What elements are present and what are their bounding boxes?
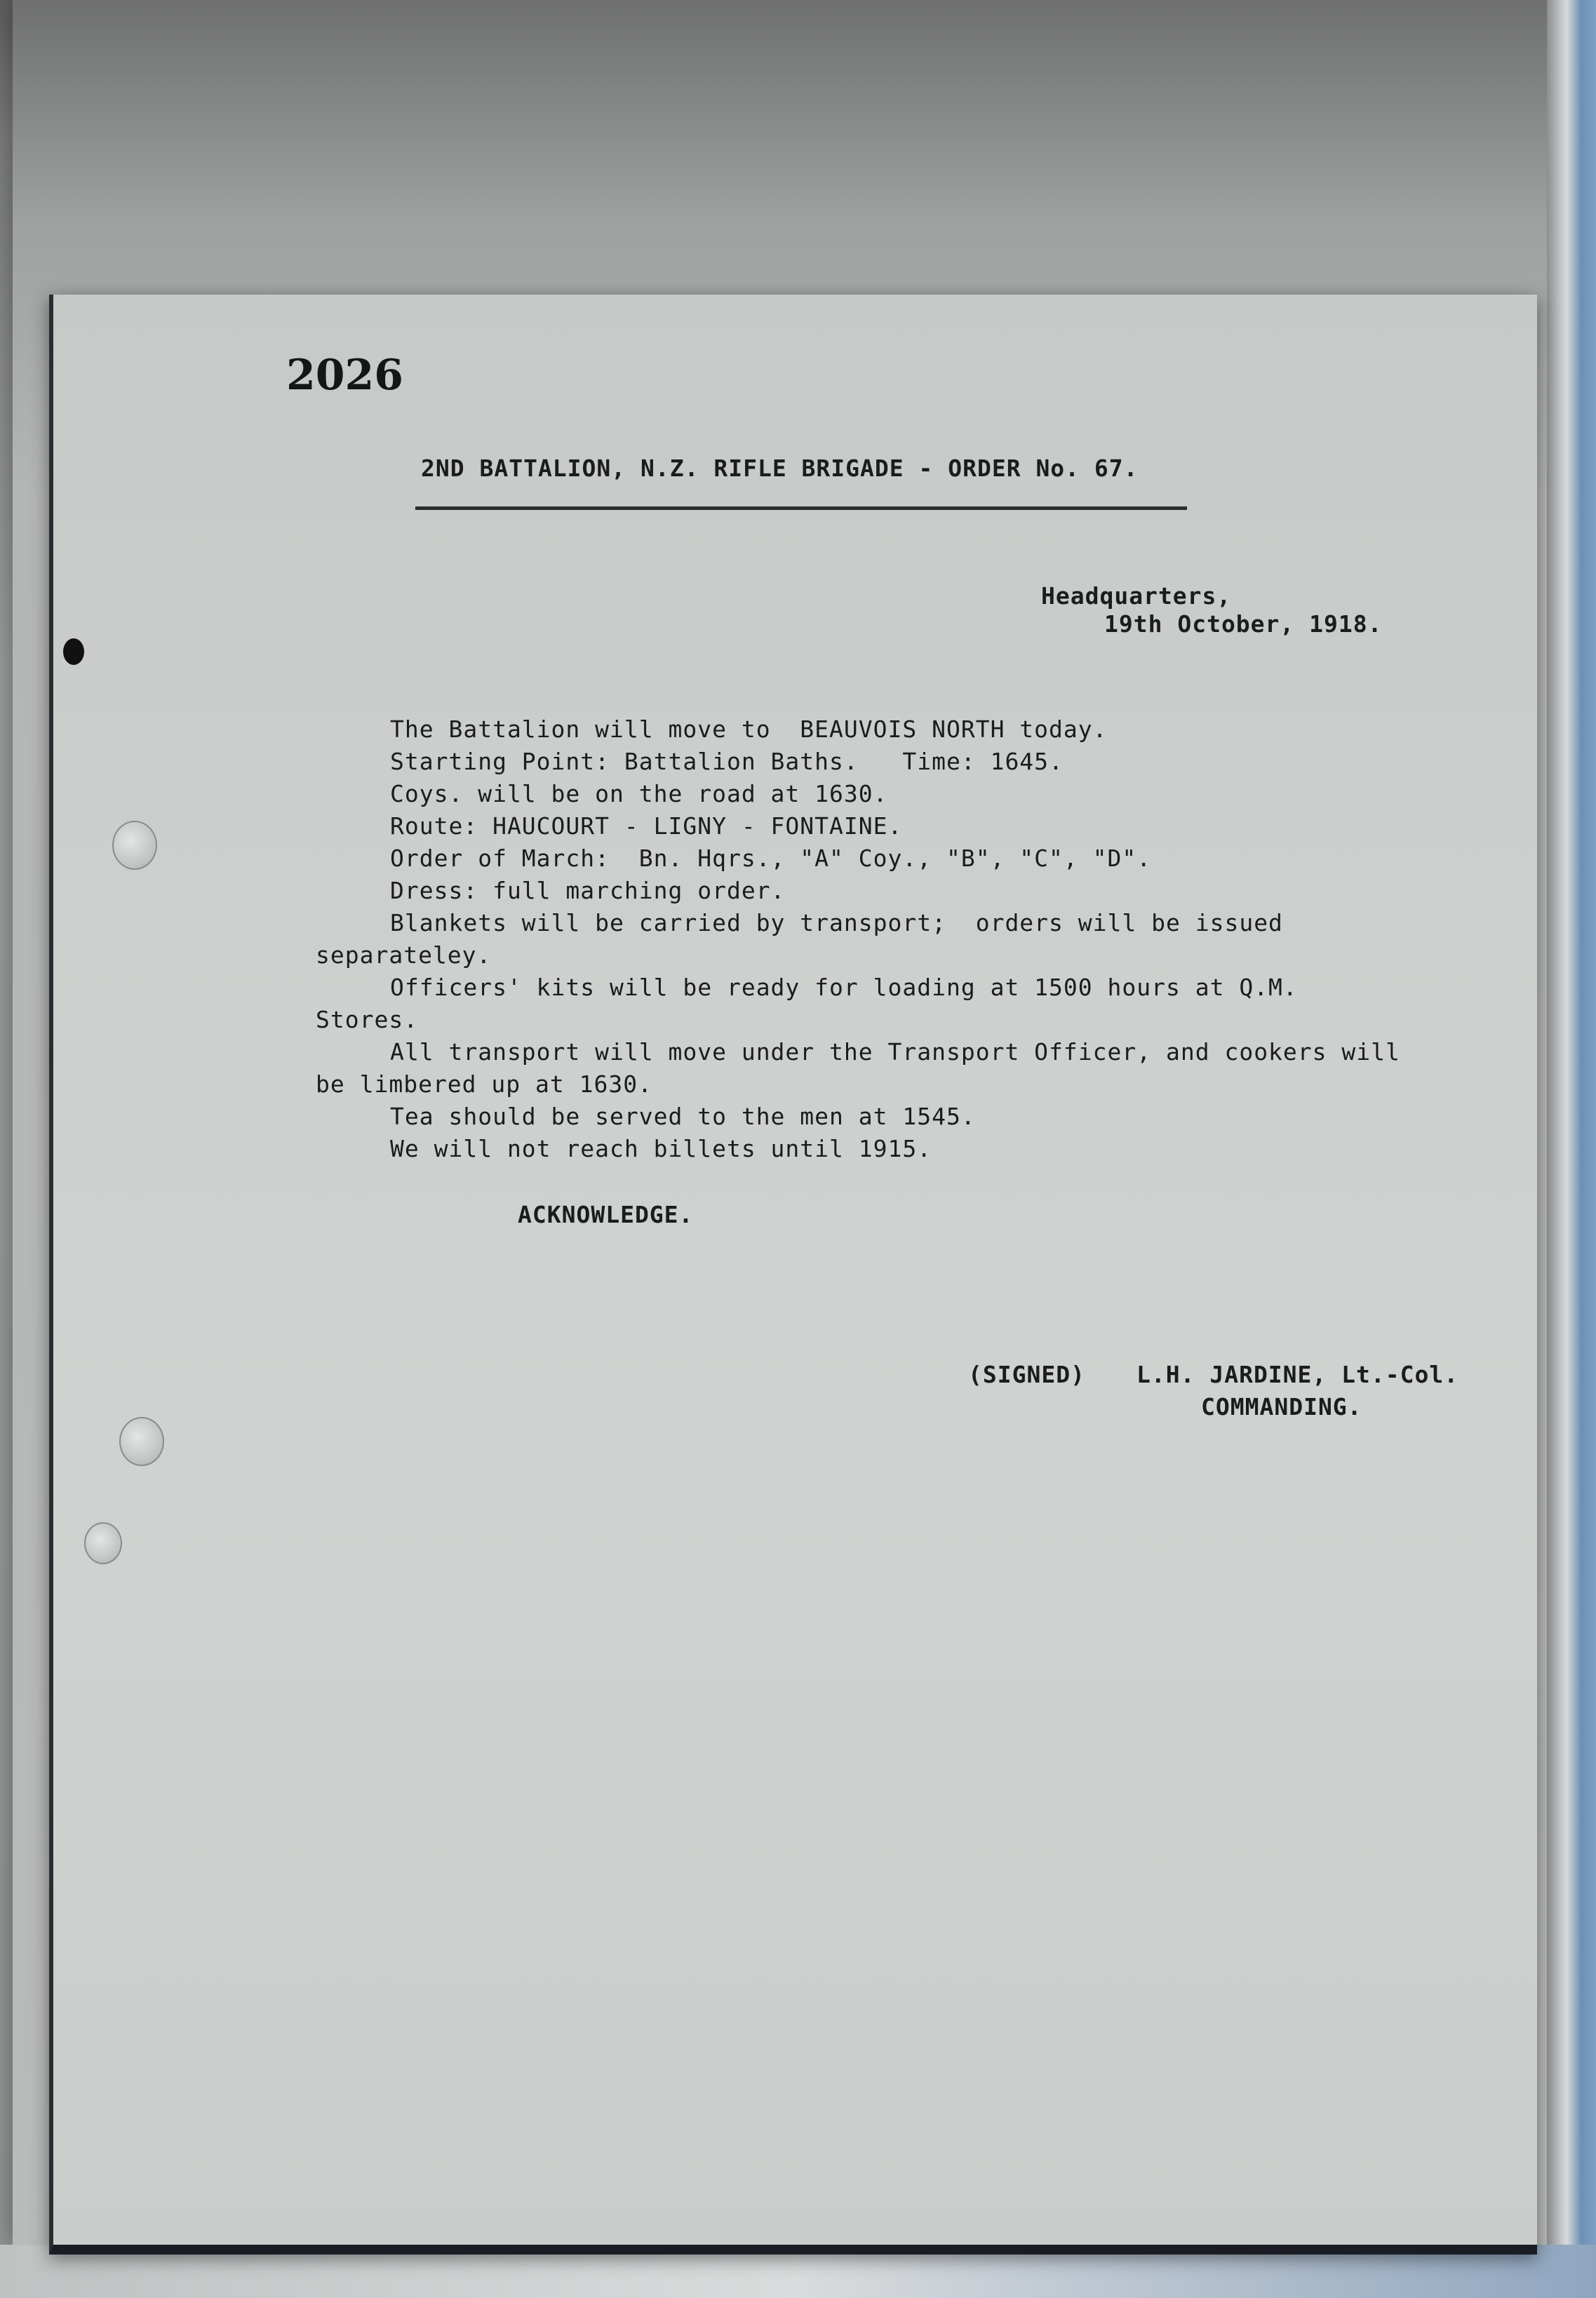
body-line: Tea should be served to the men at 1545. (390, 1103, 976, 1130)
body-line: All transport will move under the Transport Officer, and cookers will (390, 1038, 1400, 1066)
body-line: Stores. (316, 1006, 419, 1033)
body-line: We will not reach billets until 1915. (390, 1135, 932, 1162)
punch-hole (119, 1417, 164, 1466)
location-line: Headquarters, (1041, 582, 1232, 610)
body-line: Officers' kits will be ready for loading at 1500 hours at Q.M. (390, 974, 1298, 1001)
signatory-name: L.H. JARDINE, Lt.-Col. (1136, 1361, 1459, 1388)
date-line: 19th October, 1918. (1104, 610, 1383, 638)
body-line: Starting Point: Battalion Baths. Time: 1645. (390, 748, 1064, 775)
title-underline (415, 506, 1187, 510)
acknowledge-line: ACKNOWLEDGE. (518, 1201, 694, 1228)
body-line: Order of March: Bn. Hqrs., "A" Coy., "B", "C", "D". (390, 845, 1152, 872)
body-line: separateley. (316, 941, 492, 969)
body-line: be limbered up at 1630. (316, 1070, 652, 1098)
signatory-role: COMMANDING. (1201, 1393, 1362, 1420)
body-line: Coys. will be on the road at 1630. (390, 780, 888, 807)
punch-hole (63, 638, 84, 665)
body-line: Blankets will be carried by transport; orders will be issued (390, 909, 1283, 936)
document-number: 2026 (286, 351, 403, 400)
body-line: Route: HAUCOURT - LIGNY - FONTAINE. (390, 812, 903, 840)
punch-hole (84, 1522, 122, 1564)
body-line: Dress: full marching order. (390, 877, 786, 904)
stacked-page-edges (1547, 0, 1596, 2298)
signed-label: (SIGNED) (968, 1361, 1085, 1388)
document-sheet (49, 295, 1537, 2255)
body-line: The Battalion will move to BEAUVOIS NORTH today. (390, 715, 1108, 743)
order-title: 2ND BATTALION, N.Z. RIFLE BRIGADE - ORDER No. 67. (421, 455, 1139, 482)
punch-hole (112, 821, 157, 870)
